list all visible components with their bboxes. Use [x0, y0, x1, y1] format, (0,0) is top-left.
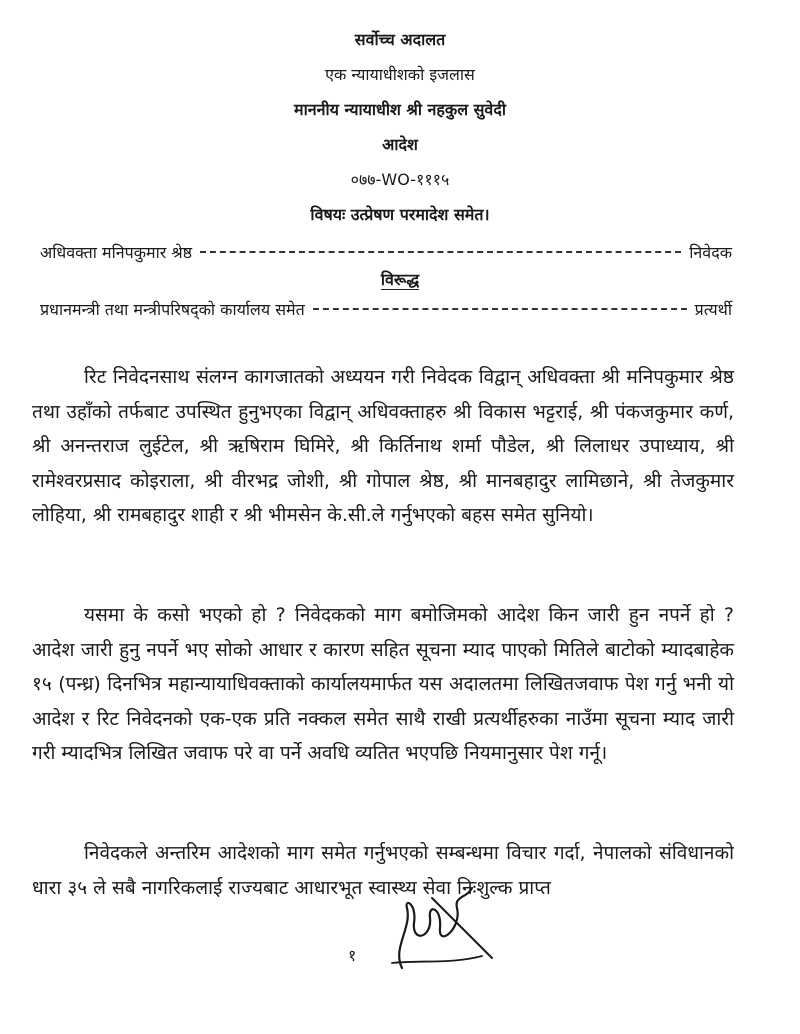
judge-signature — [372, 868, 512, 988]
respondent-role: प्रत्यर्थी — [694, 300, 732, 319]
page-number: १ — [348, 946, 357, 965]
paragraph-show-cause: यसमा के कसो भएको हो ? निवेदकको माग बमोजिमको आदेश किन जारी हुन नपर्ने हो ? आदेश जारी हुनु नपर्ने भए सोको आधार र कारण सहित सूचना म्याद पाएको मितिले बाटोको म्यादबाहेक १५ (पन्ध्र) दिनभित्र महान्यायाधिवक्ताको कार्यालयमार्फत यस अदालतमा लिखितजवाफ पेश गर्नु भनी यो आदेश र रिट निवेदनको एक-एक प्रति नक्कल समेत साथै राखी प्रत्यर्थीहरुका नाउँमा सूचना म्याद जारी गरी म्यादभित्र लिखित जवाफ परे वा पर्ने अवधि व्यतित भएपछि नियमानुसार पेश गर्नू। — [32, 604, 734, 764]
bench-name: एक न्यायाधीशको इजलास — [325, 65, 475, 84]
petitioner-role: निवेदक — [689, 243, 732, 262]
case-number: ०७७-WO-१११५ — [350, 170, 450, 189]
judge-name: माननीय न्यायाधीश श्री नहकुल सुवेदी — [294, 100, 506, 119]
court-name: सर्वोच्च अदालत — [354, 30, 446, 49]
versus-text: विरूद्ध — [380, 270, 420, 289]
respondent-name: प्रधानमन्त्री तथा मन्त्रीपरिषद्को कार्यालय समेत — [40, 300, 305, 319]
petitioner-name: अधिवक्ता मनिपकुमार श्रेष्ठ — [40, 243, 193, 262]
paragraph-interim-order: निवेदकले अन्तरिम आदेशको माग समेत गर्नुभएको सम्बन्धमा विचार गर्दा, नेपालको संविधानको धारा ३५ ले सबै नागरिकलाई राज्यबाट आधारभूत स्वास्थ्य सेवा निःशुल्क प्राप्त — [32, 842, 734, 899]
paragraph-hearing: रिट निवेदनसाथ संलग्न कागजातको अध्ययन गरी निवेदक विद्वान् अधिवक्ता श्री मनिपकुमार श्रेष्ठ तथा उहाँको तर्फबाट उपस्थित हुनुभएका विद्वान् अधिवक्ताहरु श्री विकास भट्टराई, श्री पंकजकुमार कर्ण, श्री अनन्तराज लुईटेल, श्री ऋषिराम घिमिरे, श्री किर्तिनाथ शर्मा पौडेल, श्री लिलाधर उपाध्याय, श्री रामेश्वरप्रसाद कोइराला, श्री वीरभद्र जोशी, श्री गोपाल श्रेष्ठ, श्री मानबहादुर लामिछाने, श्री तेजकुमार लोहिया, श्री रामबहादुर शाही र श्री भीमसेन के.सी.ले गर्नुभएको बहस समेत सुनियो। — [32, 366, 734, 526]
order-title: आदेश — [382, 135, 418, 154]
respondent-row — [40, 298, 732, 320]
petitioner-row — [40, 241, 732, 263]
dotted-leader — [313, 308, 687, 310]
dotted-leader — [200, 251, 681, 253]
versus-label — [0, 268, 800, 290]
subject-line: विषयः उत्प्रेषण परमादेश समेत। — [310, 205, 490, 224]
